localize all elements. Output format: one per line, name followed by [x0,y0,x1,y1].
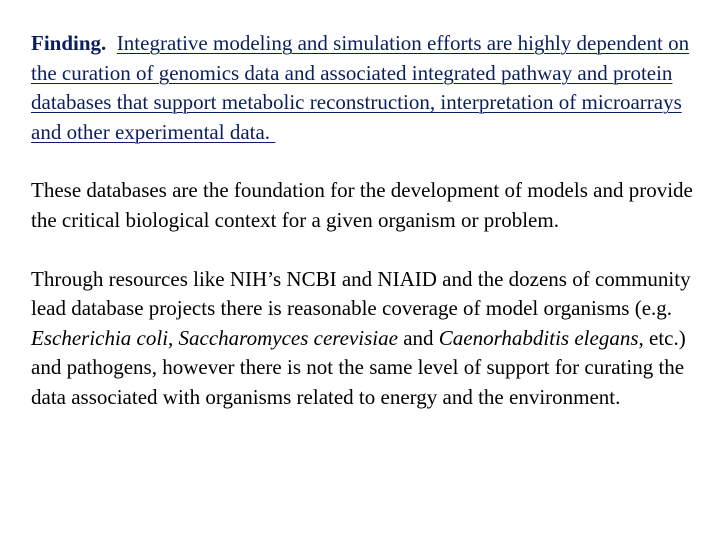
foundation-paragraph: These databases are the foundation for the development of models and provide the critical biological context for a given organism or problem. [31,178,693,232]
species-caenorhabditis-italic: Caenorhabditis elegans [438,325,639,350]
finding-text: Integrative modeling and simulation efforts are highly dependent on the curation of genomics data and associated integrated pathway and protein databases that support metabolic reconstruction, interpretation of microarrays and other experimental data. [31,31,690,144]
species-list-italic: Escherichia coli, Saccharomyces cerevisiae [31,325,398,350]
slide-content [31,29,701,413]
resources-paragraph [31,265,701,413]
resources-text-part3: , etc.) and pathogens, however there is not the same level of support for curating the data associated with organisms related to energy and the environment. [31,325,686,409]
resources-text-part1: Through resources like NIH’s NCBI and NIAID and the dozens of community lead database projects there is reasonable coverage of model organisms (e.g. [31,266,691,321]
resources-text-part2: and [403,325,434,350]
finding-label: Finding. [31,31,107,55]
finding-paragraph [31,29,701,147]
